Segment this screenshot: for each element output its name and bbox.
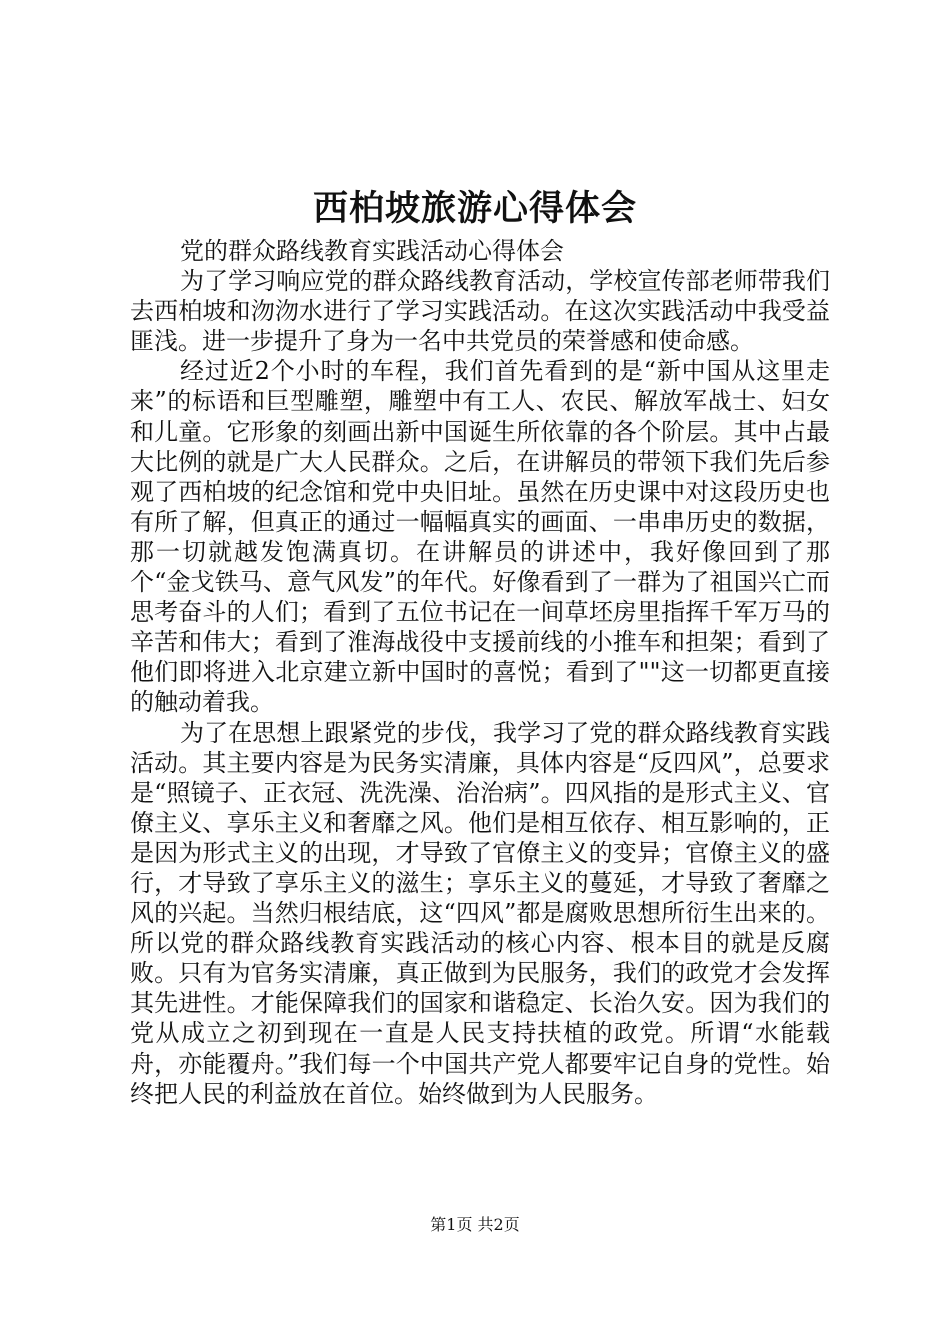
page-footer: 第1页 共2页 xyxy=(430,1215,520,1234)
subtitle-paragraph: 党的群众路线教育实践活动心得体会 xyxy=(180,237,564,265)
document-body xyxy=(130,236,830,1109)
paragraph-study: 为了在思想上跟紧党的步伐，我学习了党的群众路线教育实践活动。其主要内容是为民务实清廉，具体内容是“反四风”，总要求是“照镜子、正衣冠、洗洗澡、治治病”。四风指的是形式主义、官僚主义、享乐主义和奢靡之风。他们是相互依存、相互影响的，正是因为形式主义的出现，才导致了官僚主义的变异；官僚主义的盛行，才导致了享乐主义的滋生；享乐主义的蔓延，才导致了奢靡之风的兴起。当然归根结底，这“四风”都是腐败思想所衍生出来的。所以党的群众路线教育实践活动的核心内容、根本目的就是反腐败。只有为官务实清廉，真正做到为民服务，我们的政党才会发挥其先进性。才能保障我们的国家和谐稳定、长治久安。因为我们的党从成立之初到现在一直是人民支持扶植的政党。所谓“水能载舟，亦能覆舟。”我们每一个中国共产党人都要牢记自身的党性。始终把人民的利益放在首位。始终做到为人民服务。 xyxy=(130,718,830,1108)
paragraph-intro: 为了学习响应党的群众路线教育活动，学校宣传部老师带我们去西柏坡和沕沕水进行了学习实践活动。在这次实践活动中我受益匪浅。进一步提升了身为一名中共党员的荣誉感和使命感。 xyxy=(130,267,830,356)
paragraph-visit: 经过近2个小时的车程，我们首先看到的是“新中国从这里走来”的标语和巨型雕塑，雕塑中有工人、农民、解放军战士、妇女和儿童。它形象的刻画出新中国诞生所依靠的各个阶层。其中占最大比例的就是广大人民群众。之后，在讲解员的带领下我们先后参观了西柏坡的纪念馆和党中央旧址。虽然在历史课中对这段历史也有所了解，但真正的通过一幅幅真实的画面、一串串历史的数据，那一切就越发饱满真切。在讲解员的讲述中，我好像回到了那个“金戈铁马、意气风发”的年代。好像看到了一群为了祖国兴亡而思考奋斗的人们；看到了五位书记在一间草坯房里指挥千军万马的辛苦和伟大；看到了淮海战役中支援前线的小推车和担架；看到了他们即将进入北京建立新中国时的喜悦；看到了""这一切都更直接的触动着我。 xyxy=(130,357,830,717)
document-title: 西柏坡旅游心得体会 xyxy=(312,188,637,229)
